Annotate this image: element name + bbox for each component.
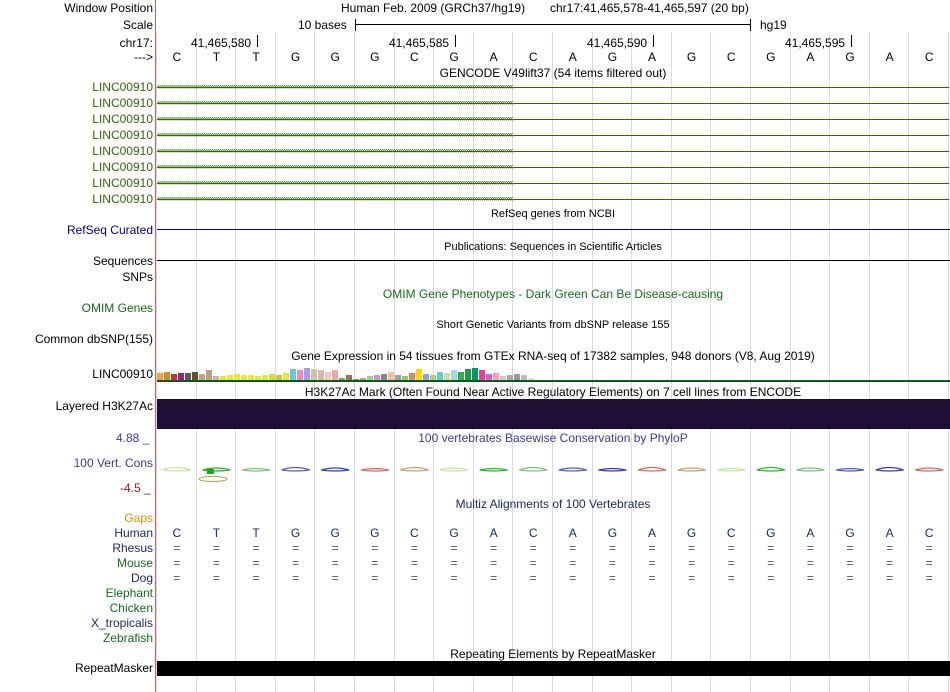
strand-arrows: ‹‹‹‹‹‹‹‹‹‹‹‹‹‹‹‹‹‹‹‹‹‹‹‹‹‹‹‹‹‹‹‹‹‹‹‹‹‹‹‹‹‹‹‹‹‹‹‹‹‹‹‹‹‹‹‹‹‹‹‹‹‹‹‹‹‹‹‹‹‹‹‹‹‹‹‹‹‹‹‹‹‹‹‹‹‹‹‹‹‹‹‹‹‹‹‹‹‹‹‹‹‹‹‹‹‹‹‹‹‹‹‹‹‹‹‹‹‹‹‹‹‹‹‹‹‹‹‹‹‹‹‹‹‹‹‹‹‹‹‹‹‹‹‹‹‹‹‹‹‹‹‹‹‹‹‹‹‹‹‹‹‹‹‹‹‹‹‹‹‹‹‹‹‹‹‹‹‹ — [157, 133, 513, 139]
alignment-match: = — [688, 556, 696, 570]
gencode-item-label[interactable]: LINC00910 — [92, 192, 153, 206]
alignment-match: = — [212, 556, 220, 570]
gtex-tissue-bar[interactable] — [290, 369, 296, 380]
gtex-tissue-bar[interactable] — [164, 372, 170, 380]
position-tick-label: 41,465,590 — [587, 36, 648, 50]
refseq-gene-line[interactable] — [157, 229, 950, 230]
gencode-item-label[interactable]: LINC00910 — [92, 96, 153, 110]
gtex-tissue-bar[interactable] — [332, 370, 338, 380]
alignment-match: = — [767, 571, 775, 585]
conservation-glyph — [480, 469, 508, 472]
alignment-match: = — [529, 556, 537, 570]
conservation-glyph — [638, 468, 666, 472]
alignment-match: = — [212, 571, 220, 585]
repeatmasker-track-title: Repeating Elements by RepeatMasker — [450, 647, 656, 661]
repeatmasker-track-label[interactable]: RepeatMasker — [74, 661, 153, 675]
position-tick-mark — [653, 35, 654, 47]
conservation-wiggle[interactable] — [157, 460, 950, 484]
base-letter: A — [568, 50, 577, 64]
alignment-match: = — [331, 541, 339, 555]
human-base: G — [766, 526, 776, 540]
alignment-match: = — [727, 556, 735, 570]
alignment-match: = — [846, 571, 854, 585]
human-base: C — [528, 526, 538, 540]
conservation-glyph — [836, 469, 864, 472]
conservation-track-title: 100 vertebrates Basewise Conservation by PhyloP — [418, 431, 688, 445]
conservation-highlight — [207, 469, 214, 474]
multiz-species-label[interactable]: Mouse — [116, 556, 153, 570]
human-base: A — [568, 526, 577, 540]
base-letter: G — [686, 50, 697, 64]
gtex-tissue-bar[interactable] — [465, 369, 471, 380]
gencode-transcript-line[interactable] — [157, 133, 949, 139]
base-letter: T — [212, 50, 221, 64]
conservation-glyph — [440, 468, 468, 471]
alignment-match: = — [292, 571, 300, 585]
gencode-transcript-line[interactable] — [157, 101, 949, 107]
alignment-match: = — [331, 556, 339, 570]
gtex-tissue-bar[interactable] — [451, 370, 457, 380]
conservation-min-label: -4.5 _ — [120, 481, 151, 495]
base-letter: G — [330, 50, 340, 64]
human-base: T — [212, 526, 221, 540]
alignment-match: = — [846, 541, 854, 555]
scale-db: hg19 — [760, 18, 787, 32]
gtex-tissue-bar[interactable] — [157, 373, 163, 380]
human-base: G — [370, 526, 380, 540]
alignment-match: = — [490, 571, 498, 585]
data-area-left-border — [155, 0, 156, 692]
alignment-match: = — [648, 556, 656, 570]
alignment-match: = — [569, 571, 577, 585]
conservation-max-label: 4.88 _ — [116, 431, 150, 445]
position-tick-label: 41,465,580 — [191, 36, 252, 50]
gtex-tissue-bar[interactable] — [297, 370, 303, 380]
gencode-item-label[interactable]: LINC00910 — [92, 144, 153, 158]
alignment-match: = — [767, 541, 775, 555]
human-base: G — [845, 526, 855, 540]
base-letter: A — [806, 50, 815, 64]
base-letter: G — [845, 50, 855, 64]
h3k27ac-track-title: H3K27Ac Mark (Often Found Near Active Regulatory Elements) on 7 cell lines from ENCODE — [304, 385, 802, 399]
conservation-glyph — [202, 468, 230, 471]
human-base: G — [290, 526, 301, 540]
position-text: chr17:41,465,578-41,465,597 (20 bp) — [550, 1, 749, 15]
gencode-item-label[interactable]: LINC00910 — [92, 160, 153, 174]
conservation-glyph — [282, 468, 310, 472]
alignment-match: = — [410, 541, 418, 555]
alignment-match: = — [371, 541, 379, 555]
alignment-match: = — [450, 571, 458, 585]
human-base: G — [686, 526, 697, 540]
alignment-match: = — [727, 571, 735, 585]
multiz-species-label[interactable]: Dog — [130, 571, 153, 585]
gencode-item-label[interactable]: LINC00910 — [92, 112, 153, 126]
human-base: A — [806, 526, 815, 540]
gtex-gene-line[interactable] — [157, 380, 950, 382]
conservation-glyph — [321, 468, 349, 471]
alignment-match: = — [608, 541, 616, 555]
gtex-tissue-bar[interactable] — [206, 370, 212, 380]
h3k27ac-track-label[interactable]: Layered H3K27Ac — [55, 399, 153, 413]
gencode-item-label[interactable]: LINC00910 — [92, 80, 153, 94]
conservation-glyph — [598, 469, 626, 472]
strand-label: ---> — [134, 50, 153, 64]
alignment-match: = — [886, 556, 894, 570]
alignment-match: = — [490, 556, 498, 570]
strand-arrows: ‹‹‹‹‹‹‹‹‹‹‹‹‹‹‹‹‹‹‹‹‹‹‹‹‹‹‹‹‹‹‹‹‹‹‹‹‹‹‹‹‹‹‹‹‹‹‹‹‹‹‹‹‹‹‹‹‹‹‹‹‹‹‹‹‹‹‹‹‹‹‹‹‹‹‹‹‹‹‹‹‹‹‹‹‹‹‹‹‹‹‹‹‹‹‹‹‹‹‹‹‹‹‹‹‹‹‹‹‹‹‹‹‹‹‹‹‹‹‹‹‹‹‹‹‹‹‹‹‹‹‹‹‹‹‹‹‹‹‹‹‹‹‹‹‹‹‹‹‹‹‹‹‹‹‹‹‹‹‹‹‹‹‹‹‹‹‹‹‹‹‹‹‹‹‹‹‹‹ — [157, 165, 513, 171]
gtex-tissue-bar[interactable] — [416, 369, 422, 380]
alignment-match: = — [688, 541, 696, 555]
position-tick-mark — [257, 35, 258, 47]
refseq-track-title: RefSeq genes from NCBI — [490, 208, 616, 220]
conservation-glyph — [400, 468, 428, 472]
multiz-species-label[interactable]: Chicken — [109, 601, 153, 615]
alignment-match: = — [886, 571, 894, 585]
human-base: C — [172, 526, 182, 540]
alignment-match: = — [292, 541, 300, 555]
gtex-tissue-bar[interactable] — [444, 373, 450, 380]
gencode-transcript-line[interactable] — [157, 85, 949, 91]
gtex-track-title: Gene Expression in 54 tissues from GTEx RNA-seq of 17382 samples, 948 donors (V8, Aug 2019) — [291, 349, 815, 363]
base-letter: C — [172, 50, 182, 64]
alignment-match: = — [569, 556, 577, 570]
gtex-tissue-bar[interactable] — [325, 372, 331, 380]
gencode-transcript-line[interactable] — [157, 181, 949, 187]
multiz-species-label[interactable]: Human — [114, 526, 153, 540]
base-letter: T — [252, 50, 260, 64]
base-letter: C — [924, 50, 934, 64]
gtex-tissue-bar[interactable] — [318, 370, 324, 380]
gtex-tissue-bar[interactable] — [409, 373, 415, 380]
conservation-glyph — [678, 468, 706, 471]
alignment-match: = — [688, 571, 696, 585]
alignment-match: = — [252, 541, 260, 555]
scale-bar-text: 10 bases — [298, 18, 347, 32]
alignment-match: = — [371, 556, 379, 570]
position-tick-label: 41,465,595 — [785, 36, 846, 50]
multiz-species-label[interactable]: X_tropicalis — [90, 616, 153, 630]
human-base: C — [924, 526, 934, 540]
strand-arrows: ‹‹‹‹‹‹‹‹‹‹‹‹‹‹‹‹‹‹‹‹‹‹‹‹‹‹‹‹‹‹‹‹‹‹‹‹‹‹‹‹‹‹‹‹‹‹‹‹‹‹‹‹‹‹‹‹‹‹‹‹‹‹‹‹‹‹‹‹‹‹‹‹‹‹‹‹‹‹‹‹‹‹‹‹‹‹‹‹‹‹‹‹‹‹‹‹‹‹‹‹‹‹‹‹‹‹‹‹‹‹‹‹‹‹‹‹‹‹‹‹‹‹‹‹‹‹‹‹‹‹‹‹‹‹‹‹‹‹‹‹‹‹‹‹‹‹‹‹‹‹‹‹‹‹‹‹‹‹‹‹‹‹‹‹‹‹‹‹‹‹‹‹‹‹‹‹‹‹ — [157, 197, 513, 203]
snps-track-label[interactable]: SNPs — [122, 270, 153, 284]
conservation-glyph — [163, 468, 191, 472]
alignment-match: = — [648, 541, 656, 555]
gtex-tissue-bar[interactable] — [437, 372, 443, 380]
scale-label: Scale — [122, 18, 153, 32]
gtex-tissue-bar[interactable] — [479, 370, 485, 380]
alignment-match: = — [648, 571, 656, 585]
conservation-glyph — [242, 469, 270, 472]
alignment-match: = — [727, 541, 735, 555]
base-letter: G — [766, 50, 776, 64]
base-letter: G — [607, 50, 618, 64]
human-base: A — [489, 526, 498, 540]
multiz-species-label[interactable]: Rhesus — [112, 541, 153, 555]
alignment-match: = — [925, 541, 933, 555]
alignment-match: = — [529, 571, 537, 585]
alignment-match: = — [371, 571, 379, 585]
conservation-glyph — [559, 468, 587, 471]
base-letter: C — [726, 50, 736, 64]
strand-arrows: ‹‹‹‹‹‹‹‹‹‹‹‹‹‹‹‹‹‹‹‹‹‹‹‹‹‹‹‹‹‹‹‹‹‹‹‹‹‹‹‹‹‹‹‹‹‹‹‹‹‹‹‹‹‹‹‹‹‹‹‹‹‹‹‹‹‹‹‹‹‹‹‹‹‹‹‹‹‹‹‹‹‹‹‹‹‹‹‹‹‹‹‹‹‹‹‹‹‹‹‹‹‹‹‹‹‹‹‹‹‹‹‹‹‹‹‹‹‹‹‹‹‹‹‹‹‹‹‹‹‹‹‹‹‹‹‹‹‹‹‹‹‹‹‹‹‹‹‹‹‹‹‹‹‹‹‹‹‹‹‹‹‹‹‹‹‹‹‹‹‹‹‹‹‹‹‹‹‹ — [157, 85, 513, 91]
multiz-track-title: Multiz Alignments of 100 Vertebrates — [455, 497, 651, 511]
strand-arrows: ‹‹‹‹‹‹‹‹‹‹‹‹‹‹‹‹‹‹‹‹‹‹‹‹‹‹‹‹‹‹‹‹‹‹‹‹‹‹‹‹‹‹‹‹‹‹‹‹‹‹‹‹‹‹‹‹‹‹‹‹‹‹‹‹‹‹‹‹‹‹‹‹‹‹‹‹‹‹‹‹‹‹‹‹‹‹‹‹‹‹‹‹‹‹‹‹‹‹‹‹‹‹‹‹‹‹‹‹‹‹‹‹‹‹‹‹‹‹‹‹‹‹‹‹‹‹‹‹‹‹‹‹‹‹‹‹‹‹‹‹‹‹‹‹‹‹‹‹‹‹‹‹‹‹‹‹‹‹‹‹‹‹‹‹‹‹‹‹‹‹‹‹‹‹‹‹‹‹ — [157, 181, 513, 187]
strand-arrows: ‹‹‹‹‹‹‹‹‹‹‹‹‹‹‹‹‹‹‹‹‹‹‹‹‹‹‹‹‹‹‹‹‹‹‹‹‹‹‹‹‹‹‹‹‹‹‹‹‹‹‹‹‹‹‹‹‹‹‹‹‹‹‹‹‹‹‹‹‹‹‹‹‹‹‹‹‹‹‹‹‹‹‹‹‹‹‹‹‹‹‹‹‹‹‹‹‹‹‹‹‹‹‹‹‹‹‹‹‹‹‹‹‹‹‹‹‹‹‹‹‹‹‹‹‹‹‹‹‹‹‹‹‹‹‹‹‹‹‹‹‹‹‹‹‹‹‹‹‹‹‹‹‹‹‹‹‹‹‹‹‹‹‹‹‹‹‹‹‹‹‹‹‹‹‹‹‹‹ — [157, 149, 513, 155]
gencode-item-label[interactable]: LINC00910 — [92, 176, 153, 190]
assembly-title: Human Feb. 2009 (GRCh37/hg19) — [341, 1, 526, 15]
gtex-tissue-bar[interactable] — [192, 372, 198, 380]
alignment-match: = — [806, 556, 814, 570]
alignment-match: = — [212, 541, 220, 555]
publications-sequence-line[interactable] — [157, 260, 950, 261]
gtex-tissue-bar[interactable] — [178, 373, 184, 380]
human-base: A — [647, 526, 656, 540]
gtex-track-label[interactable]: LINC00910 — [92, 367, 153, 381]
gtex-tissue-bar[interactable] — [283, 373, 289, 380]
base-letter: G — [290, 50, 301, 64]
base-letter: G — [449, 50, 459, 64]
strand-arrows: ‹‹‹‹‹‹‹‹‹‹‹‹‹‹‹‹‹‹‹‹‹‹‹‹‹‹‹‹‹‹‹‹‹‹‹‹‹‹‹‹‹‹‹‹‹‹‹‹‹‹‹‹‹‹‹‹‹‹‹‹‹‹‹‹‹‹‹‹‹‹‹‹‹‹‹‹‹‹‹‹‹‹‹‹‹‹‹‹‹‹‹‹‹‹‹‹‹‹‹‹‹‹‹‹‹‹‹‹‹‹‹‹‹‹‹‹‹‹‹‹‹‹‹‹‹‹‹‹‹‹‹‹‹‹‹‹‹‹‹‹‹‹‹‹‹‹‹‹‹‹‹‹‹‹‹‹‹‹‹‹‹‹‹‹‹‹‹‹‹‹‹‹‹‹‹‹‹‹ — [157, 101, 513, 107]
base-letter: C — [410, 50, 419, 64]
gtex-tissue-bar[interactable] — [304, 368, 310, 380]
alignment-match: = — [331, 571, 339, 585]
alignment-match: = — [490, 541, 498, 555]
gtex-tissue-bar[interactable] — [458, 372, 464, 380]
position-tick-mark — [851, 35, 852, 47]
gtex-tissue-bar[interactable] — [472, 368, 478, 380]
base-letter: A — [647, 50, 656, 64]
alignment-match: = — [569, 541, 577, 555]
alignment-match: = — [806, 541, 814, 555]
alignment-match: = — [608, 556, 616, 570]
dbsnp-track-title: Short Genetic Variants from dbSNP release 155 — [436, 319, 670, 331]
human-base: G — [449, 526, 459, 540]
h3k27ac-signal-block[interactable] — [157, 399, 950, 429]
window-position-label: Window Position — [64, 1, 153, 15]
alignment-match: = — [529, 541, 537, 555]
base-letter: G — [370, 50, 380, 64]
alignment-match: = — [410, 556, 418, 570]
multiz-species-label[interactable]: Zebrafish — [102, 631, 153, 645]
human-base: C — [726, 526, 736, 540]
gencode-item-label[interactable]: LINC00910 — [92, 128, 153, 142]
gtex-tissue-bar[interactable] — [388, 372, 394, 380]
gencode-transcript-line[interactable] — [157, 149, 949, 155]
base-letter: C — [528, 50, 538, 64]
alignment-match: = — [925, 556, 933, 570]
omim-track-label[interactable]: OMIM Genes — [81, 301, 153, 315]
alignment-match: = — [252, 556, 260, 570]
publications-track-title: Publications: Sequences in Scientific Articles — [444, 241, 662, 253]
base-letter: A — [885, 50, 894, 64]
gtex-tissue-bar[interactable] — [493, 373, 499, 380]
conservation-glyph — [361, 469, 389, 472]
conservation-glyph — [876, 468, 904, 472]
gtex-tissue-bar[interactable] — [185, 373, 191, 380]
repeatmasker-block[interactable] — [157, 661, 950, 676]
alignment-match: = — [173, 541, 181, 555]
gtex-tissue-bar[interactable] — [311, 369, 317, 380]
alignment-match: = — [450, 541, 458, 555]
publications-track-label[interactable]: Sequences — [92, 254, 153, 268]
alignment-match: = — [410, 571, 418, 585]
position-tick-label: 41,465,585 — [389, 36, 450, 50]
alignment-match: = — [806, 571, 814, 585]
alignment-match: = — [846, 556, 854, 570]
alignment-match: = — [450, 556, 458, 570]
omim-track-title: OMIM Gene Phenotypes - Dark Green Can Be Disease-causing — [382, 287, 724, 301]
alignment-match: = — [173, 556, 181, 570]
base-letter: A — [489, 50, 498, 64]
human-base: T — [252, 526, 260, 540]
human-base: G — [330, 526, 340, 540]
human-base: A — [885, 526, 894, 540]
conservation-glyph — [717, 469, 745, 472]
dbsnp-track-label[interactable]: Common dbSNP(155) — [34, 332, 153, 346]
alignment-match: = — [292, 556, 300, 570]
alignment-match: = — [886, 541, 894, 555]
gencode-transcript-line[interactable] — [157, 197, 949, 203]
human-base: G — [607, 526, 618, 540]
alignment-match: = — [925, 571, 933, 585]
multiz-species-label[interactable]: Elephant — [105, 586, 153, 600]
conservation-glyph — [199, 477, 227, 482]
alignment-match: = — [252, 571, 260, 585]
conservation-glyph — [796, 468, 824, 471]
human-base: C — [410, 526, 419, 540]
conservation-glyph — [757, 468, 785, 472]
conservation-track-label[interactable]: 100 Vert. Cons — [73, 456, 153, 470]
conservation-glyph — [915, 468, 943, 471]
refseq-track-label[interactable]: RefSeq Curated — [66, 223, 153, 237]
gencode-track-title: GENCODE V49lift37 (54 items filtered out) — [439, 66, 667, 80]
alignment-match: = — [767, 556, 775, 570]
chrom-label: chr17: — [119, 36, 153, 50]
alignment-match: = — [608, 571, 616, 585]
conservation-glyph — [519, 468, 547, 472]
strand-arrows: ‹‹‹‹‹‹‹‹‹‹‹‹‹‹‹‹‹‹‹‹‹‹‹‹‹‹‹‹‹‹‹‹‹‹‹‹‹‹‹‹‹‹‹‹‹‹‹‹‹‹‹‹‹‹‹‹‹‹‹‹‹‹‹‹‹‹‹‹‹‹‹‹‹‹‹‹‹‹‹‹‹‹‹‹‹‹‹‹‹‹‹‹‹‹‹‹‹‹‹‹‹‹‹‹‹‹‹‹‹‹‹‹‹‹‹‹‹‹‹‹‹‹‹‹‹‹‹‹‹‹‹‹‹‹‹‹‹‹‹‹‹‹‹‹‹‹‹‹‹‹‹‹‹‹‹‹‹‹‹‹‹‹‹‹‹‹‹‹‹‹‹‹‹‹‹‹‹‹ — [157, 117, 513, 123]
position-tick-mark — [455, 35, 456, 47]
gencode-transcript-line[interactable] — [157, 117, 949, 123]
gencode-transcript-line[interactable] — [157, 165, 949, 171]
multiz-species-label[interactable]: Gaps — [124, 511, 153, 525]
alignment-match: = — [173, 571, 181, 585]
